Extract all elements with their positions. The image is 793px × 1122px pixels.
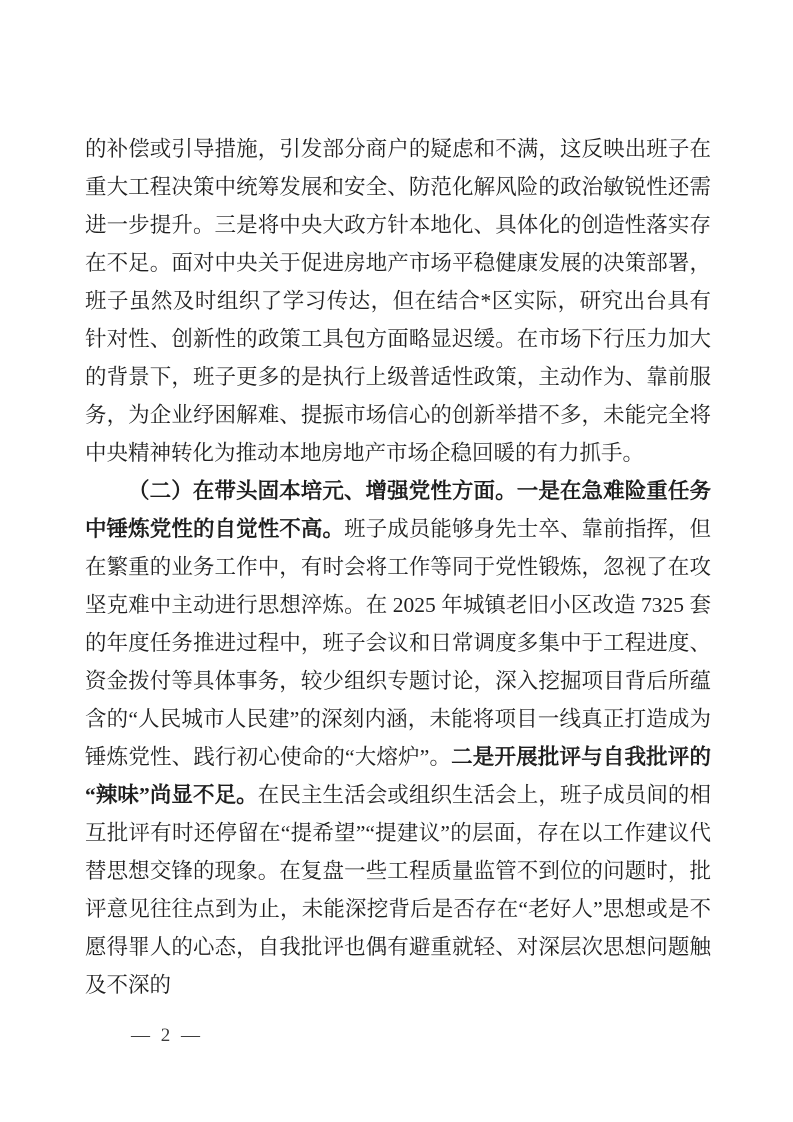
text-run: 的补偿或引导措施，引发部分商户的疑虑和不满，这反映出班子在重大工程决策中统筹发展和安全、防范化解风险的政治敏锐性还需进一步提升。三是将中央大政方针本地化、具体化的创造性落实存在不足。面对中央关于促进房地产市场平稳健康发展的决策部署，班子虽然及时组织了学习传达，但在结合*区实际，研究出台具有针对性、创新性的政策工具包方面略显迟缓。在市场下行压力加大的背景下，班子更多的是执行上级普适性政策，主动作为、靠前服务，为企业纾困解难、提振市场信心的创新举措不多，未能完全将中央精神转化为推动本地房地产市场企稳回暖的有力抓手。 [85,137,711,465]
text-run: 班子成员能够身先士卒、靠前指挥，但在繁重的业务工作中，有时会将工作等同于党性锻炼，忽视了在攻坚克难中主动进行思想淬炼。在 2025 年城镇老旧小区改造 7325 套的年度任务推进过程中，班子会议和日常调度多集中于工程进度、资金拨付等具体事务，较少组织专题讨论，深入挖掘项目背后所蕴含的“人民城市人民建”的深刻内涵，未能将项目一线真正打造成为锤炼党性、践行初心使命的“大熔炉”。 [85,517,711,769]
text-run: 二是开展批评与自我批评的“辣味”尚显不足。 [85,745,711,807]
document-body [85,130,711,1004]
paragraph [85,130,711,472]
page-number: — 2 — [131,1025,203,1046]
text-run: 在民主生活会或组织生活会上，班子成员间的相互批评有时还停留在“提希望”“提建议”的层面，存在以工作建议代替思想交锋的现象。在复盘一些工程质量监管不到位的问题时，批评意见往往点到为止，未能深挖背后是否存在“老好人”思想或是不愿得罪人的心态，自我批评也偶有避重就轻、对深层次思想问题触及不深的 [85,783,711,997]
text-run: 一是在急难险重任务中锤炼党性的自觉性不高。 [85,479,711,541]
text-run: （二）在带头固本培元、增强党性方面。 [128,479,517,503]
paragraph [85,472,711,1004]
